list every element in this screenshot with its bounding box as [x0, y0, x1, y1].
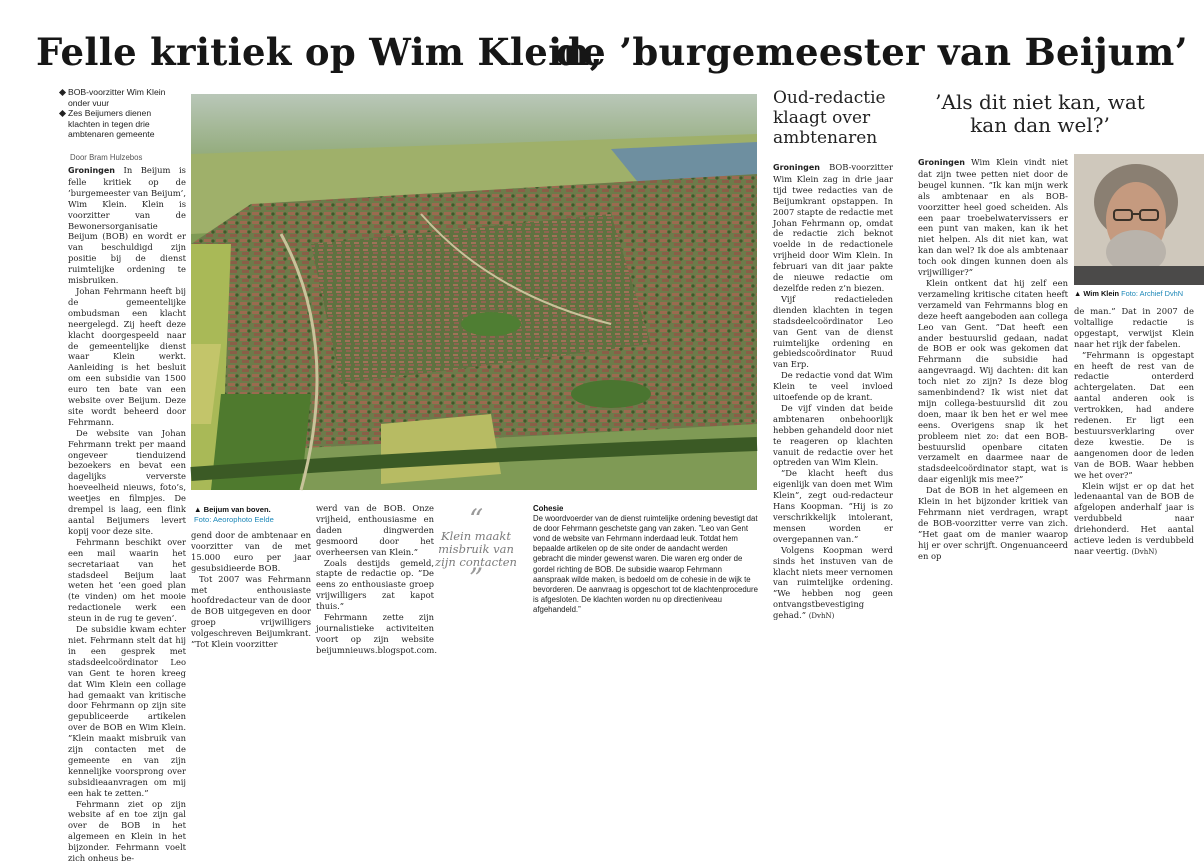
paragraph: Klein ontkent dat hij zelf een verzameling kritische citaten heeft verzameld van Fehrmanns blog en deze heeft aangeboden aan collega Leo van Gent. ”Dat heeft een ander bestuurslid gedaan, nadat de BOB er ook was gekomen dat Fehrmann die subsidie had aangevraagd. Wij dachten: dit kan toch niet zo zijn? Is deze blog samenbindend? Ik wist niet dat mijn collega-bestuurslid dit zou doen, maar ik ben het er wel mee eens. Overigens snap ik het probleem niet zo: dat een BOB-bestuurslid openbare citaten verzamelt en daarmee naar de stadsdeelcoördinator stapt, wat is daar eigenlijk mis mee?”	[918, 277, 1068, 485]
paragraph: de man.” Dat in 2007 de voltallige redactie is opgestapt, verwijst Klein naar het rijk der fabelen.	[1074, 306, 1194, 349]
paragraph: Groningen In Beijum is felle kritiek op de ’burgemeester van Beijum’, Wim Klein. Klein is voorzitter van de Bewonersorganisatie Beijum (BOB) en wordt er van beschuldigd zijn positie bij de dienst ruimtelijke ordening te misbruiken.	[68, 165, 186, 286]
portrait-photo	[1074, 154, 1204, 285]
paragraph: gend door de ambtenaar en voorzitter van de met 15.000 euro per jaar gesubsidieerde BOB.	[191, 530, 311, 573]
middle-article-headline: Oud-redactie klaagt over ambtenaren	[773, 88, 886, 148]
article-column-1	[68, 165, 186, 864]
paragraph: Zoals destijds gemeld, stapte de redactie op. ”De eens zo enthousiaste groep vrijwilligers zat kapot thuis.”	[316, 557, 434, 612]
bullet-item: BOB-voorzitter Wim Klein onder vuur	[60, 87, 185, 108]
paragraph: ”Fehrmann is opgestapt en heeft de rest van de redactie onterderd achtergelaten. Dat een aantal anderen ook is vertrokken, had andere redenen. Er ligt een bestuursverklaring over deze kwestie. De is aangenomen door de leden van de BOB. Waar hebben we het over?”	[1074, 349, 1194, 480]
photo-caption	[194, 505, 314, 525]
byline: Door Bram Hulzebos	[70, 153, 143, 162]
paragraph: Johan Fehrmann heeft bij de gemeentelijke ombudsman een klacht neergelegd. Zij heeft deze klacht doorgespeeld naar de gemeentelijke dienst waar Klein werkt. Aanleiding is het besluit om een subsidie van 1500 euro ten bate van een website over Beijum. Deze site wordt beheerd door Fehrmann.	[68, 285, 186, 427]
cohesie-text: De woordvoerder van de dienst ruimtelijke ordening bevestigt dat de door Fehrmann geschetste gang van zaken. ”Leo van Gent vond de website van Fehrmann inderdaad leuk. Totdat hem bepaalde artikelen op de site onder de aandacht werden gebracht die minder gewenst waren. Die waren erg onder de gordel richting de BOB. De subsidie waarop Fehrmann aanspraak wilde maken, is bedoeld om de cohesie in de wijk te bevorderen. De aanvraag is opgeschort tot de klachtenprocedure is afgesloten. De klachten worden nu op directieniveau afgehandeld.”	[533, 514, 758, 614]
bullet-item: Zes Beijumers dienen klachten in tegen drie ambtenaren gemeente	[60, 108, 185, 140]
paragraph: Vijf redactieleden dienden klachten in tegen stadsdeelcoördinator Leo van Gent van de dienst ruimtelijke ordening en gebiedscoördinator Ruud van Erp.	[773, 293, 893, 370]
right-article-headline: ’Als dit niet kan, wat kan dan wel?’	[935, 90, 1145, 137]
paragraph: ”De klacht heeft dus eigenlijk van doen met Wim Klein”, zegt oud-redacteur Hans Koopman. ”Hij is zo verschrikkelijk intolerant, mensen worden er overgepannen van.”	[773, 468, 893, 544]
right-article-body	[918, 157, 1068, 561]
paragraph: Groningen Wim Klein vindt niet dat zijn twee petten niet door de beugel kunnen. ”Ik kan mijn werk als ambtenaar en als BOB-voorzitter heel goed scheiden. Als een paar troebelwatervissers er een punt van maken, kan ik het niet helpen. Als dit niet kan, wat kan dan wel? Ik doe als ambtenaar toch ook dingen kunnen doen als vrijwilliger?”	[918, 157, 1068, 278]
paragraph: Klein wijst er op dat het ledenaantal van de BOB de afgelopen anderhalf jaar is verdubbeld naar driehonderd. Het aantal actieve leden is verdubbeld naar veertig. (DvhN)	[1074, 480, 1194, 556]
paragraph: Dat de BOB in het algemeen en Klein in het bijzonder kritiek van Fehrmann niet verdragen, wrapt de BOB-voorzitter verre van zich. ”Het gaat om de manier waarop hij er over schrijft. Ongenuanceerd en op	[918, 485, 1068, 561]
headline-left: Felle kritiek op Wim Klein,	[36, 30, 603, 74]
main-headline	[36, 30, 1186, 78]
paragraph: Fehrmann beschikt over een mail waarin het secretariaat van het stadsdeel Beijum laat weten het ’een goed plan (te vinden) om het mooie redactionele werk een steun in de rug te geven’.	[68, 536, 186, 624]
portrait-illustration	[1074, 154, 1204, 285]
cohesie-title: Cohesie	[533, 504, 564, 513]
summary-bullets	[60, 87, 185, 140]
below-photo-column-b	[316, 503, 437, 655]
paragraph: De vijf vinden dat beide ambtenaren onbehoorlijk hebben gehandeld door niet te reageren op klachten vanuit de redactie over het optreden van Wim Klein.	[773, 402, 893, 468]
headline-right: de ’burgemeester van Beijum’	[556, 30, 1188, 74]
paragraph: Volgens Koopman werd sinds het instuven van de klacht niets meer vernomen van ruimtelijke ordening. ”We hebben nog geen ontvangstbevestiging gehad.” (DvhN)	[773, 544, 893, 621]
right-article-continued	[1074, 306, 1194, 556]
close-quote-mark: ”	[468, 562, 484, 595]
photo-credit: Foto: Aeorophoto Eelde	[194, 515, 274, 524]
paragraph: De redactie vond dat Wim Klein te veel invloed uitoefende op de krant.	[773, 370, 893, 403]
middle-article-body	[773, 162, 893, 621]
paragraph: Fehrmann ziet op zijn website af en toe zijn gal over de BOB in het algemeen en Klein in het bijzonder. Fehrmann voelt zich onheus be-	[68, 798, 186, 864]
pull-quote	[430, 503, 522, 595]
below-photo-column-a	[191, 530, 311, 650]
portrait-caption-name: ▲ Wim Klein	[1074, 289, 1120, 298]
aerial-photo-illustration	[191, 94, 757, 490]
portrait-caption	[1074, 289, 1204, 299]
photo-caption-title: ▲ Beijum van boven.	[194, 505, 271, 514]
paragraph: Fehrmann zette zijn journalistieke activiteiten voort op zijn website beijumnieuws.blogspot.com.	[316, 612, 437, 655]
open-quote-mark: “	[468, 503, 484, 536]
aerial-photo	[191, 94, 757, 490]
paragraph: Groningen BOB-voorzitter Wim Klein zag in drie jaar tijd twee redacties van de Beijumkrant opstappen. In 2007 stapte de redactie met Johan Fehrmann op, omdat de redactie zich beknot voelde in de redactionele vrijheid door Wim Klein. In februari van dit jaar pakte de nieuwe redactie om dezelfde reden z’n biezen.	[773, 162, 893, 293]
paragraph: werd van de BOB. Onze vrijheid, enthousiasme en daden dingwerden gesmoord door het overheersen van Klein.”	[316, 503, 434, 557]
paragraph: De website van Johan Fehrmann trekt per maand ongeveer tienduizend bezoekers en bevat een dagelijks ververste hoeveelheid nieuws, foto’s, weetjes en filmpjes. De drempel is laag, een flink aantal Beijumers levert kopij voor deze site.	[68, 427, 186, 536]
pull-quote-text: Klein maakt misbruik van zijn contacten	[435, 529, 517, 569]
cohesie-box	[533, 504, 758, 614]
portrait-credit: Foto: Archief DvhN	[1121, 289, 1184, 298]
paragraph: Tot 2007 was Fehrmann met enthousiaste hoofdredacteur van de door de BOB uitgegeven en door groep vrijwilligers volgeschreven Beijumkrant. ”Tot Klein voorzitter	[191, 573, 311, 650]
paragraph: De subsidie kwam echter niet. Fehrmann stelt dat hij in een gesprek met stadsdeelcoördinator Leo van Gent te horen kreeg dat Wim Klein een collage had gemaakt van kritische door Fehrmann op zijn site gepubliceerde artikelen over de BOB en Wim Klein. ”Klein maakt misbruik van zijn contacten met de gemeente en van zijn kennelijke voorsprong over subsidieaanvragen om mij een hak te zetten.”	[68, 624, 186, 798]
